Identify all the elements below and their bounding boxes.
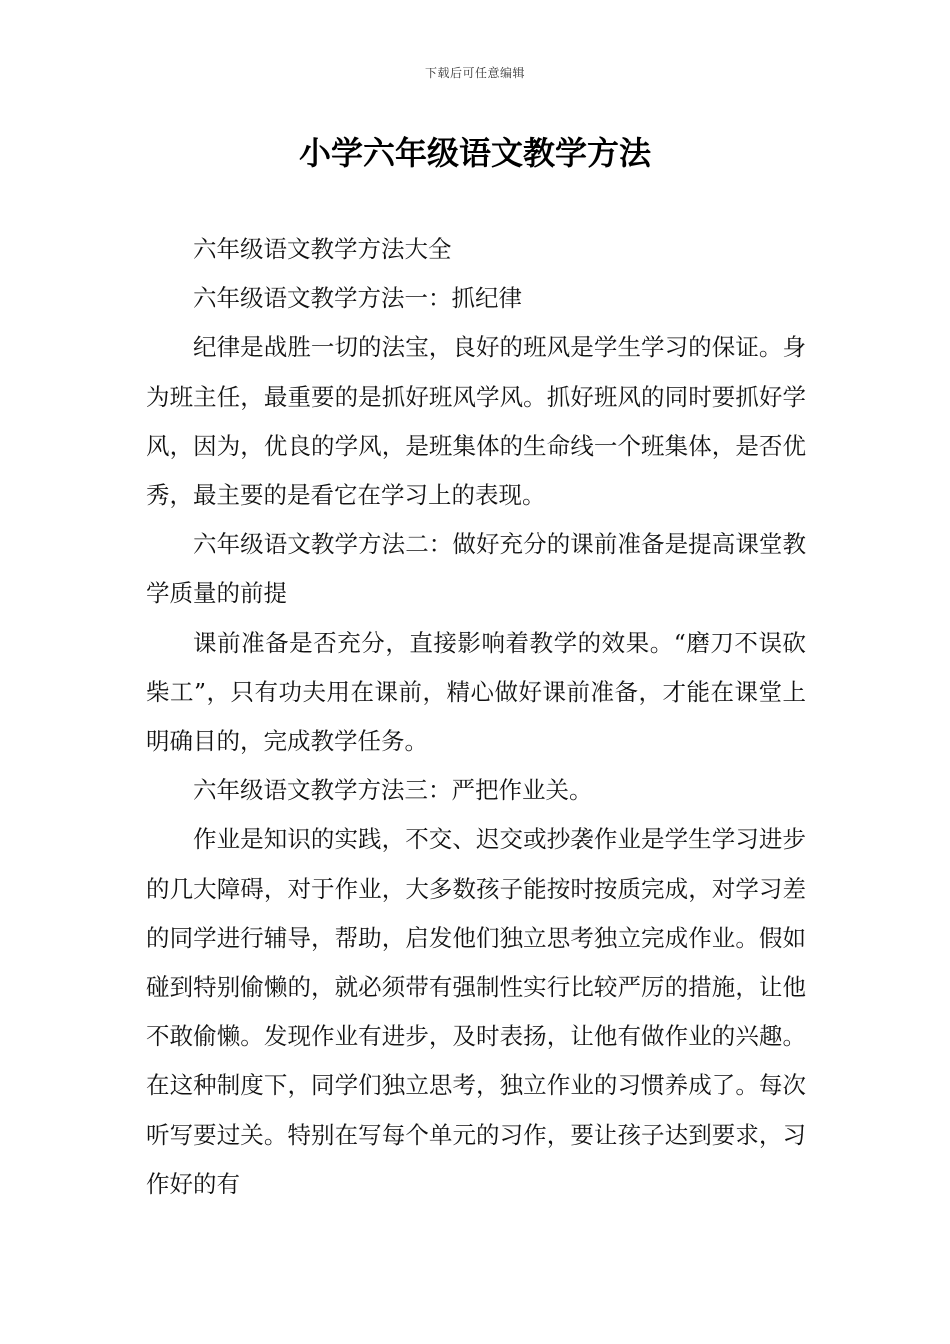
paragraph-method-three-heading: 六年级语文教学方法三：严把作业关。	[193, 776, 593, 805]
paragraph-heading: 六年级语文教学方法大全	[193, 235, 452, 263]
paragraph-method-one-heading: 六年级语文教学方法一：抓纪律	[193, 284, 522, 313]
document-title: 小学六年级语文教学方法	[298, 134, 651, 172]
paragraph-method-two-body: 课前准备是否充分，直接影响着教学的效果。“磨刀不误砍柴工”，只有功夫用在课前，精心做好课前准备，才能在课堂上明确目的，完成教学任务。	[146, 628, 806, 756]
paragraph-method-two-heading: 六年级语文教学方法二：做好充分的课前准备是提高课堂教学质量的前提	[146, 530, 806, 608]
paragraph-method-one-body: 纪律是战胜一切的法宝，良好的班风是学生学习的保证。身为班主任，最重要的是抓好班风学风。抓好班风的同时要抓好学风，因为，优良的学风，是班集体的生命线一个班集体，是否优秀，最主要的是看它在学习上的表现。	[146, 333, 806, 510]
header-note: 下载后可任意编辑	[424, 66, 525, 80]
paragraph-method-three-body: 作业是知识的实践，不交、迟交或抄袭作业是学生学习进步的几大障碍，对于作业，大多数孩子能按时按质完成，对学习差的同学进行辅导，帮助，启发他们独立思考独立完成作业。假如碰到特别偷懒的，就必须带有强制性实行比较严厉的措施，让他不敢偷懒。发现作业有进步，及时表扬，让他有做作业的兴趣。在这种制度下，同学们独立思考，独立作业的习惯养成了。每次听写要过关。特别在写每个单元的习作，要让孩子达到要求，习作好的有	[146, 825, 806, 1198]
document-body	[146, 225, 806, 1209]
